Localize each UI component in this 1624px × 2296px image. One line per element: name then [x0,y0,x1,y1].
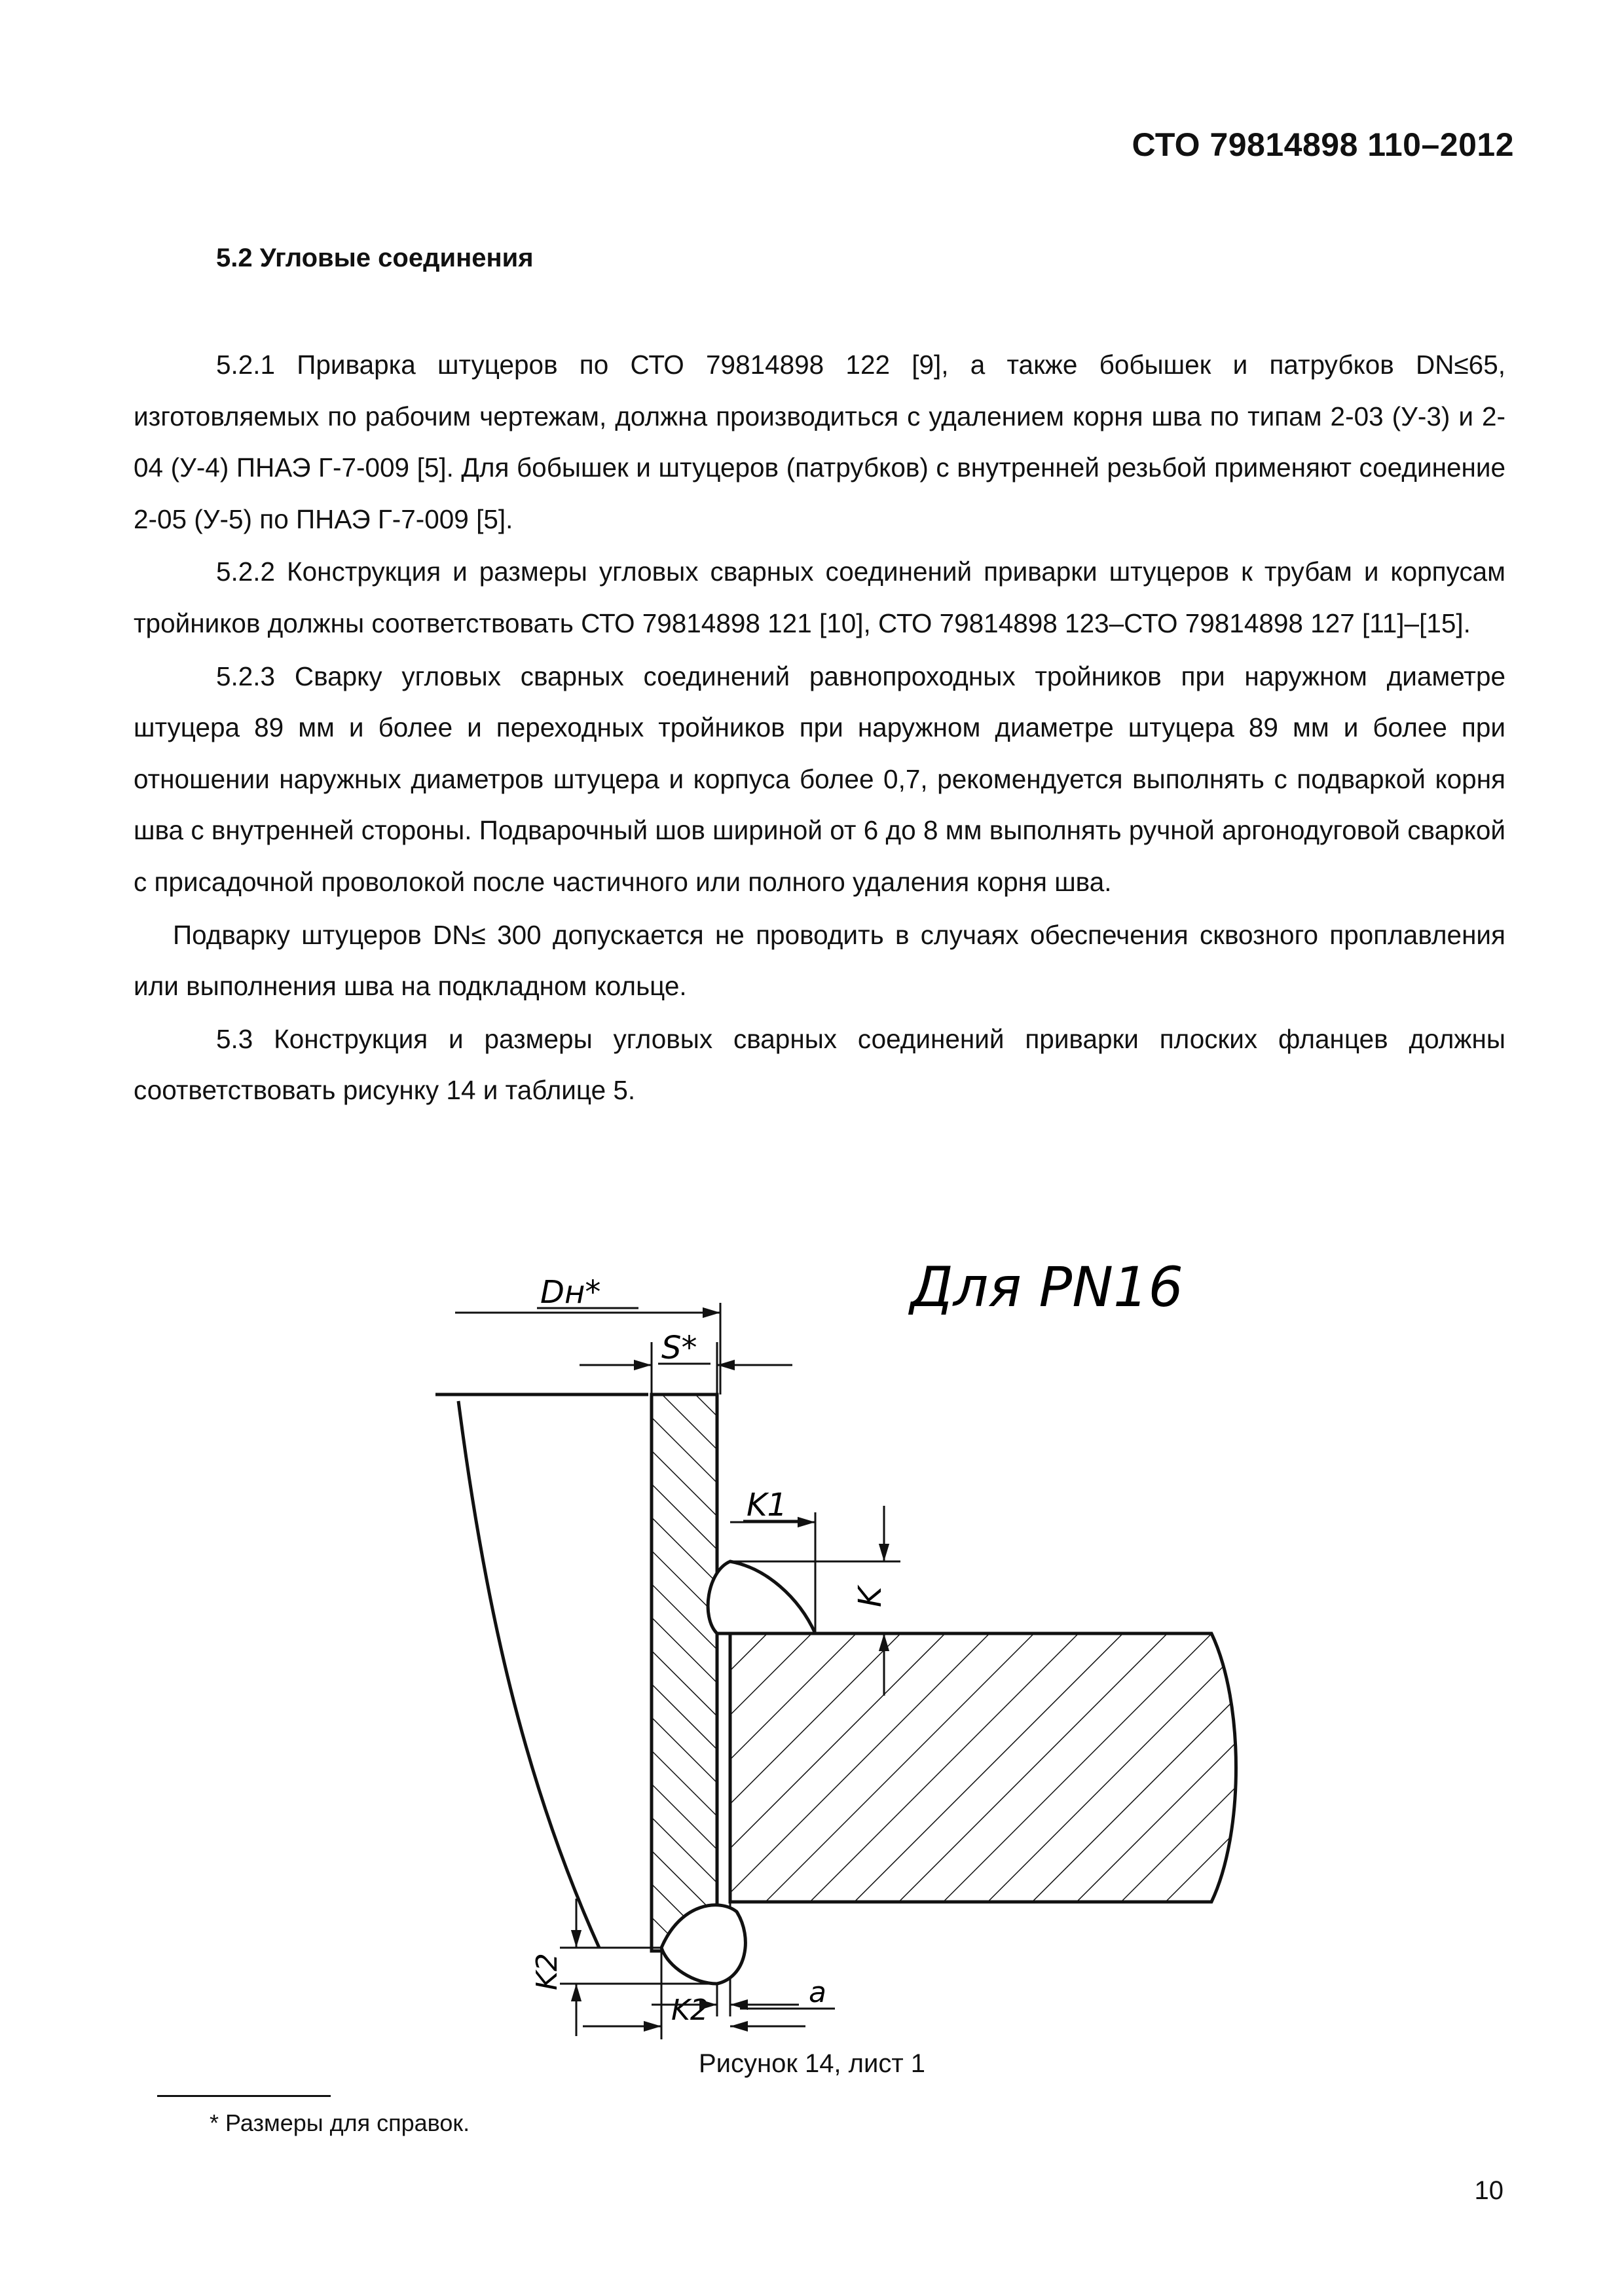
body-text [134,339,1505,1116]
weld-joint-figure [393,1231,1310,2049]
k2-vertical-label: K2 [530,1953,564,1990]
paragraph-5-2-3: 5.2.3 Сварку угловых сварных соединений равнопроходных тройников при наружном диаметре штуцера 89 мм и более и переходных тройников при наружном диаметре штуцера 89 мм и более при отношении наружных диаметров штуцера и корпуса более 0,7, рекомендуется выполнять с подваркой корня шва с внутренней стороны. Подварочный шов шириной от 6 до 8 мм выполнять ручной аргонодуговой сваркой с присадочной проволокой после частичного или полного удаления корня шва. [134,661,1505,897]
figure-caption: Рисунок 14, лист 1 [698,2049,926,2078]
s-label: S* [661,1330,697,1366]
section-title: 5.2 Угловые соединения [216,244,534,272]
footnote-rule [157,2095,331,2097]
fitting-wall [652,1394,717,1951]
paragraph-5-2-1: 5.2.1 Приварка штуцеров по СТО 79814898 122 [9], а также бобышек и патрубков DN≤65, изготовляемых по рабочим чертежам, должна производиться с удалением корня шва по типам 2-03 (У-3) и 2-04 (У-4) ПНАЭ Г-7-009 [5]. Для бобышек и штуцеров (патрубков) с внутренней резьбой применяют соединение 2-05 (У-5) по ПНАЭ Г-7-009 [5]. [134,350,1505,534]
paragraph-5-3: 5.3 Конструкция и размеры угловых сварных соединений приварки плоских фланцев должны соответствовать рисунку 14 и таблице 5. [134,1023,1505,1106]
a-label: a [809,1976,826,2009]
page-number: 10 [1474,2176,1504,2205]
k1-label: K1 [747,1487,788,1523]
footnote: * Размеры для справок. [210,2109,470,2136]
figure-title: Для PN16 [910,1255,1183,1319]
paragraph-5-2-2: 5.2.2 Конструкция и размеры угловых сварных соединений приварки штуцеров к трубам и корпусам тройников должны соответствовать СТО 79814898 121 [10], СТО 79814898 123–СТО 79814898 127 [11]–[15]. [134,556,1505,638]
flange-plate [730,1633,1236,1902]
pipe-outline [435,1394,648,1948]
top-weld [708,1561,815,1633]
dn-label: Dн* [540,1274,601,1311]
document-code: СТО 79814898 110–2012 [1132,126,1514,163]
k2-horizontal-label: K2 [671,1994,709,2027]
paragraph-dn300-note: Подварку штуцеров DN≤ 300 допускается не проводить в случаях обеспечения сквозного проплавления или выполнения шва на подкладном кольце. [134,919,1505,1002]
k-label: K [852,1586,889,1607]
